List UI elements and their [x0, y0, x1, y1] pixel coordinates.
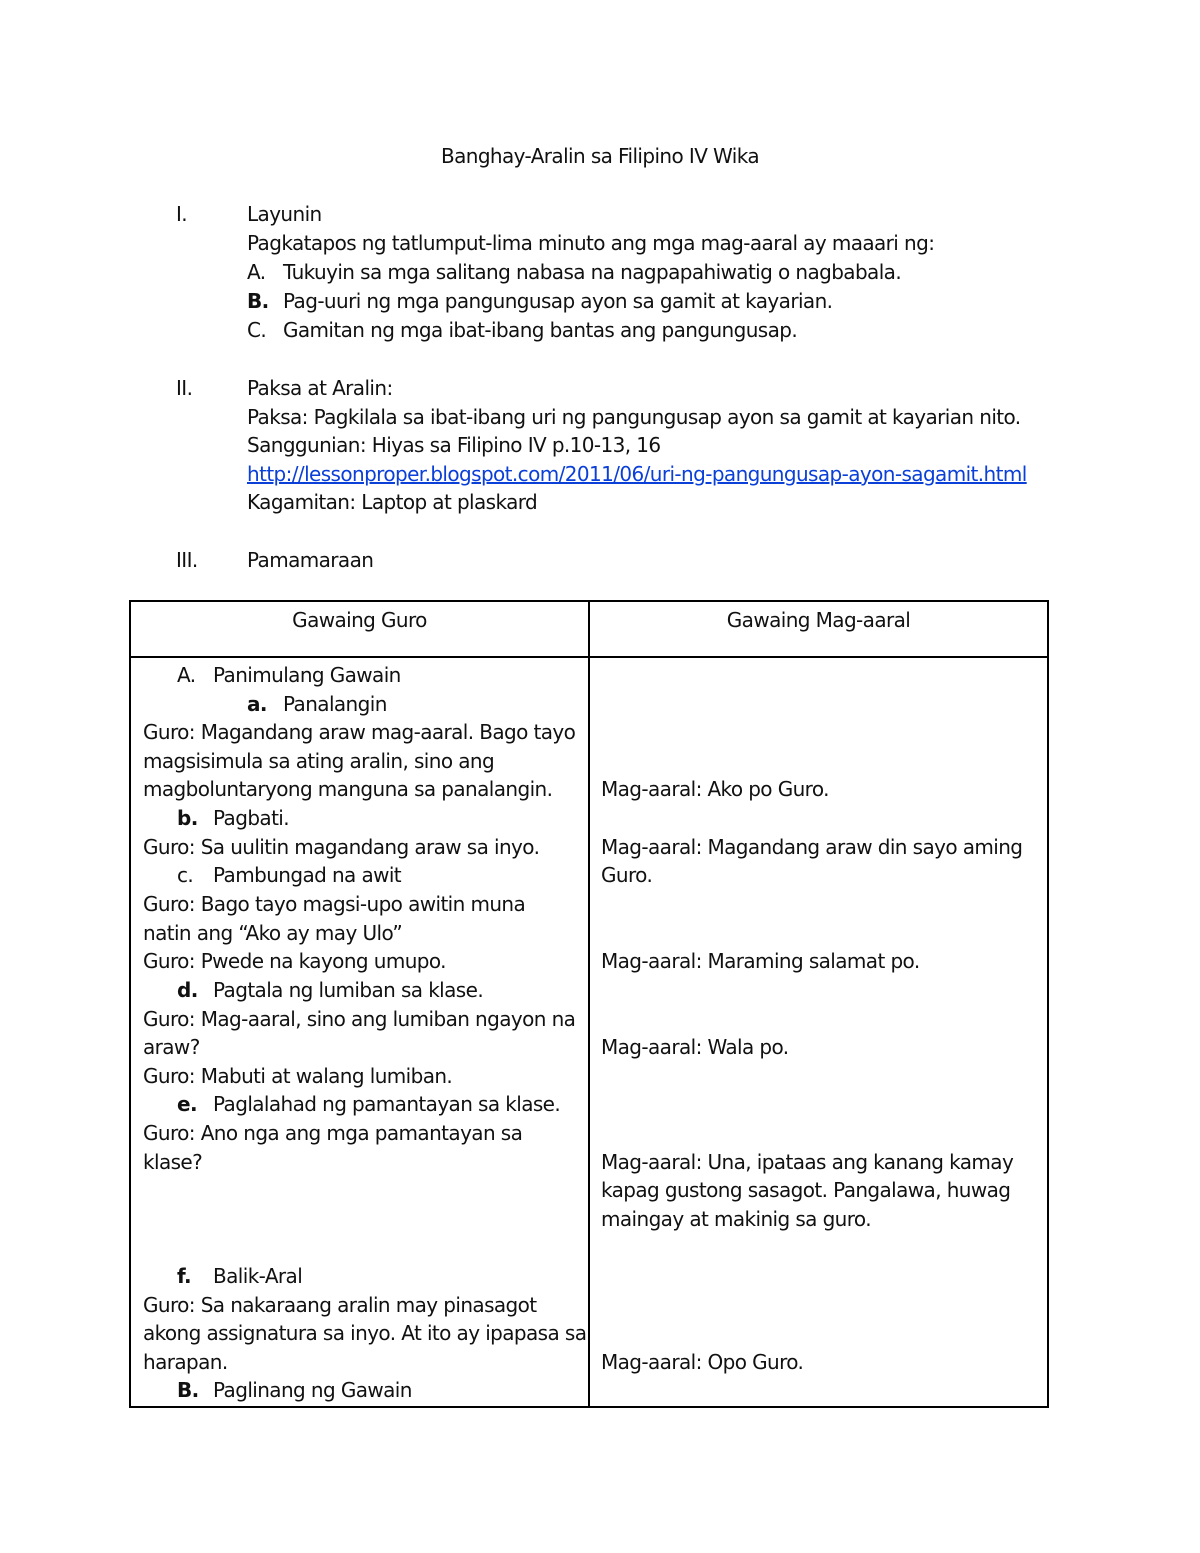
teacher-marker-d: d.: [177, 978, 198, 1002]
header-teacher: Gawaing Guro: [292, 608, 427, 632]
teacher-line: klase?: [143, 1150, 203, 1174]
teacher-marker-c: c.: [177, 863, 194, 887]
teacher-line: Paglinang ng Gawain: [213, 1378, 412, 1402]
objective-text-c: Gamitan ng mga ibat-ibang bantas ang pangungusap.: [283, 318, 798, 342]
teacher-marker-a: a.: [247, 692, 267, 716]
teacher-line: Guro: Ano nga ang mga pamantayan sa: [143, 1121, 523, 1145]
student-column: [589, 657, 1048, 1407]
teacher-line: Guro: Pwede na kayong umupo.: [143, 949, 446, 973]
objective-text-a: Tukuyin sa mga salitang nabasa na nagpapahiwatig o nagbabala.: [283, 260, 902, 284]
student-line: Mag-aaral: Wala po.: [601, 1035, 789, 1059]
section-heading-pamamaraan: Pamamaraan: [247, 548, 374, 572]
teacher-marker-A: A.: [177, 663, 196, 687]
header-student: Gawaing Mag-aaral: [726, 608, 911, 632]
header-cell-teacher: [130, 601, 589, 657]
teacher-line: harapan.: [143, 1350, 228, 1374]
student-line: Guro.: [601, 863, 653, 887]
student-line: Mag-aaral: Una, ipataas ang kanang kamay: [601, 1150, 1014, 1174]
section-heading-layunin: Layunin: [247, 202, 322, 226]
teacher-marker-B: B.: [177, 1378, 199, 1402]
section-numeral-3: III.: [176, 548, 198, 572]
student-line: Mag-aaral: Ako po Guro.: [601, 777, 829, 801]
teacher-column: [130, 657, 589, 1407]
section-numeral-2: II.: [176, 376, 193, 400]
sanggunian-line: Sanggunian: Hiyas sa Filipino IV p.10-13, 16: [247, 433, 661, 457]
teacher-line: Panimulang Gawain: [213, 663, 401, 687]
teacher-line: Guro: Sa uulitin magandang araw sa inyo.: [143, 835, 540, 859]
document-title: Banghay-Aralin sa Filipino IV Wika: [440, 144, 760, 168]
teacher-line: akong assignatura sa inyo. At ito ay ipapasa sa: [143, 1321, 587, 1345]
kagamitan-line: Kagamitan: Laptop at plaskard: [247, 490, 538, 514]
student-line: Mag-aaral: Opo Guro.: [601, 1350, 804, 1374]
teacher-line: Guro: Magandang araw mag-aaral. Bago tayo: [143, 720, 576, 744]
section-heading-paksa: Paksa at Aralin:: [247, 376, 393, 400]
student-line: Mag-aaral: Magandang araw din sayo aming: [601, 835, 1023, 859]
teacher-marker-e: e.: [177, 1092, 197, 1116]
teacher-line: magsisimula sa ating aralin, sino ang: [143, 749, 495, 773]
lesson-table: [129, 600, 1049, 1408]
student-line: kapag gustong sasagot. Pangalawa, huwag: [601, 1178, 1011, 1202]
objective-letter-c: C.: [247, 318, 267, 342]
teacher-marker-f: f.: [177, 1264, 192, 1288]
student-line: Mag-aaral: Maraming salamat po.: [601, 949, 920, 973]
teacher-line: natin ang “Ako ay may Ulo”: [143, 921, 403, 945]
objectives-intro: Pagkatapos ng tatlumput-lima minuto ang mga mag-aaral ay maaari ng:: [247, 231, 935, 255]
teacher-line: Paglalahad ng pamantayan sa klase.: [213, 1092, 561, 1116]
teacher-line: Guro: Mabuti at walang lumiban.: [143, 1064, 453, 1088]
student-line: maingay at makinig sa guro.: [601, 1207, 871, 1231]
teacher-line: araw?: [143, 1035, 200, 1059]
objective-letter-a: A.: [247, 260, 266, 284]
teacher-line: Guro: Bago tayo magsi-upo awitin muna: [143, 892, 526, 916]
reference-link[interactable]: http://lessonproper.blogspot.com/2011/06/uri-ng-pangungusap-ayon-sagamit.html: [247, 462, 1027, 486]
teacher-marker-b: b.: [177, 806, 198, 830]
section-numeral-1: I.: [176, 202, 188, 226]
objective-text-b: Pag-uuri ng mga pangungusap ayon sa gamit at kayarian.: [283, 289, 833, 313]
teacher-line: magboluntaryong manguna sa panalangin.: [143, 777, 553, 801]
objective-letter-b: B.: [247, 289, 269, 313]
teacher-line: Pambungad na awit: [213, 863, 402, 887]
teacher-line: Balik-Aral: [213, 1264, 303, 1288]
teacher-line: Panalangin: [283, 692, 387, 716]
teacher-line: Pagtala ng lumiban sa klase.: [213, 978, 484, 1002]
paksa-line: Paksa: Pagkilala sa ibat-ibang uri ng pangungusap ayon sa gamit at kayarian nito.: [247, 405, 1021, 429]
teacher-line: Guro: Mag-aaral, sino ang lumiban ngayon na: [143, 1007, 576, 1031]
header-cell-student: [589, 601, 1048, 657]
teacher-line: Guro: Sa nakaraang aralin may pinasagot: [143, 1293, 537, 1317]
teacher-line: Pagbati.: [213, 806, 290, 830]
